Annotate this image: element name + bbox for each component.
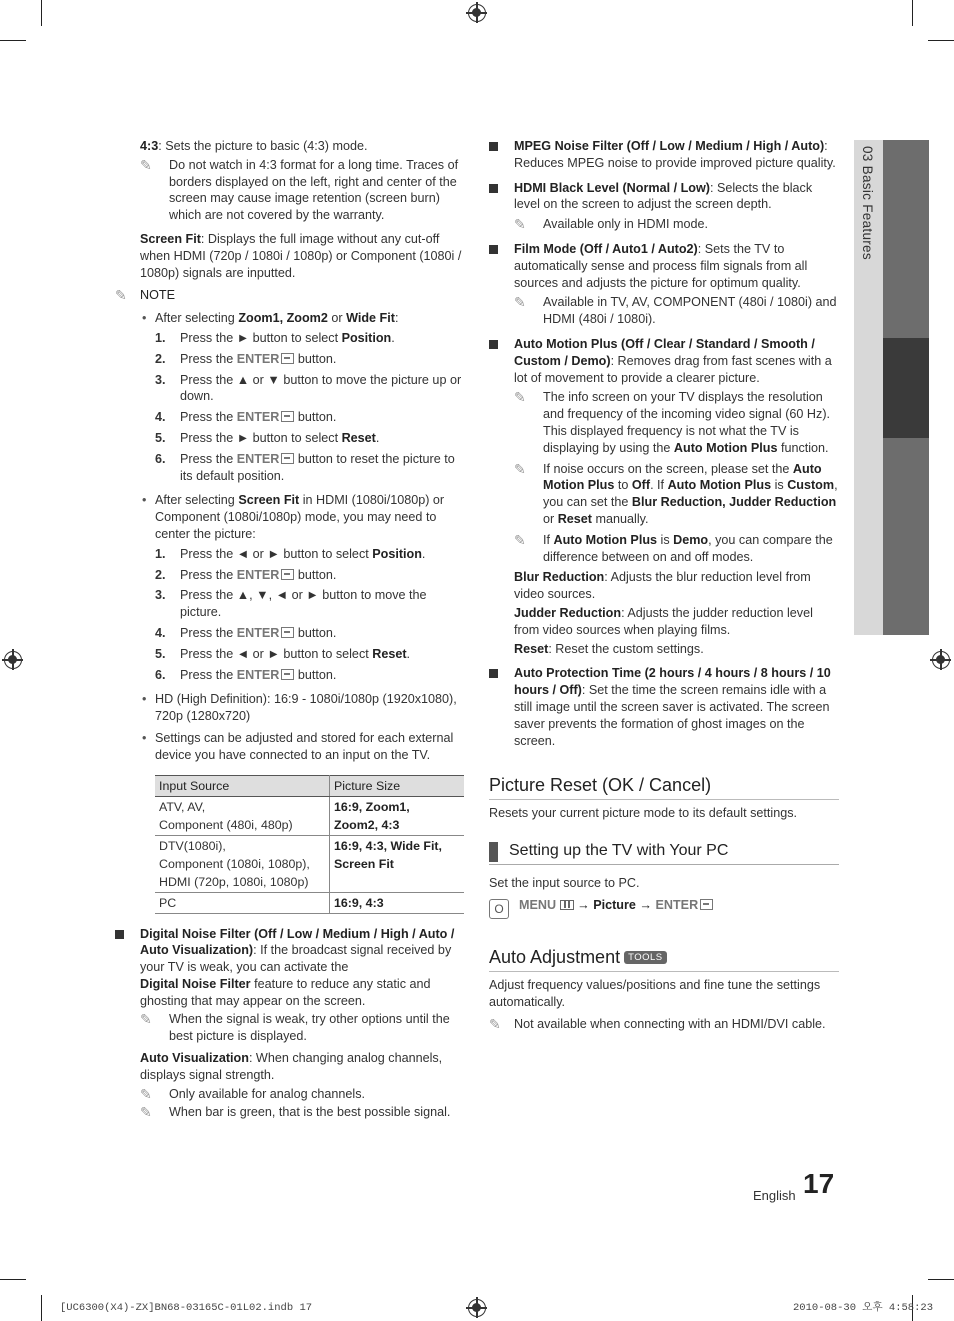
auto-visualization-note: ✎ When bar is green, that is the best possible signal.	[140, 1104, 451, 1121]
enter-icon	[281, 627, 294, 638]
table-header: Picture Size	[330, 775, 465, 796]
table-cell: 16:9, 4:3, Wide Fit, Screen Fit	[330, 835, 465, 892]
registration-mark-icon	[468, 4, 486, 22]
screen-fit-steps-list	[140, 546, 466, 684]
list-item: 6. Press the ENTER button to reset the picture to its default position.	[155, 451, 455, 483]
note-heading: ✎ NOTE	[115, 287, 175, 304]
mode-43-note: ✎ Do not watch in 4:3 format for a long time. Traces of borders displayed on the left, right and center of the screen may cause image retention (screen burn) which are not covered by the warranty.	[140, 156, 459, 223]
pencil-note-icon: ✎	[140, 156, 152, 173]
picture-reset-heading: Picture Reset (OK / Cancel)	[489, 773, 839, 800]
blur-reduction-paragraph: Blur Reduction: Adjusts the blur reduction level from video sources.	[514, 570, 811, 602]
table-row	[155, 892, 464, 913]
bullet-hd: • HD (High Definition): 16:9 - 1080i/1080p (1920x1080), 720p (1280x720)	[140, 691, 466, 725]
amp-note: ✎ The info screen on your TV displays the resolution and frequency of the incoming video signal (60 Hz). This displayed frequency is not what the TV is displaying by using the Auto Motion Plus function.	[514, 389, 831, 455]
bullet-settings: • Settings can be adjusted and stored for each external device you have connected to an input on the TV.	[140, 730, 466, 764]
square-bullet-icon	[489, 245, 498, 254]
page-language: English	[753, 1188, 796, 1203]
table-row	[155, 796, 464, 835]
pencil-note-icon: ✎	[514, 531, 526, 548]
enter-icon	[281, 569, 294, 580]
square-bullet-icon	[489, 340, 498, 349]
auto-motion-plus-item: Auto Motion Plus (Off / Clear / Standard / Smooth / Custom / Demo): Removes drag from fast scenes with a lot of movement to provide a clearer picture. ✎ The info screen on your TV displays the resolution and frequency of the incoming video signal (60 Hz). This displayed frequency is not what the TV is displaying by using the Auto Motion Plus function. ✎ If noise occurs on the screen, please set the Auto Motion Plus to Off. If Auto Motion Plus is Custom, you can set the Blur Reduction, Judder Reduction or Reset manually. ✎ If Auto Motion Plus is Demo, you can compare the difference between on and off modes. Blur Reduction: Adjusts the blur reduction level from video sources. Judder Reduction: Adjusts the judder reduction level from video sources when playing films. Reset: Reset the custom settings.	[489, 336, 841, 657]
table-header-row	[155, 775, 464, 796]
side-tab-label: 03 Basic Features	[859, 146, 875, 260]
square-bullet-icon	[489, 669, 498, 678]
pencil-note-icon: ✎	[115, 287, 127, 304]
pencil-note-icon: ✎	[140, 1085, 152, 1102]
digital-noise-note: ✎ When the signal is weak, try other options until the best picture is displayed.	[140, 1011, 450, 1044]
tools-badge: TOOLS	[624, 951, 667, 964]
crop-mark	[928, 40, 954, 41]
page-number: 17	[803, 1168, 835, 1199]
table-cell: 16:9, Zoom1, Zoom2, 4:3	[330, 796, 465, 835]
registration-mark-icon	[468, 1299, 486, 1317]
amp-note: ✎ If Auto Motion Plus is Demo, you can compare the difference between on and off modes.	[514, 531, 833, 564]
enter-icon	[281, 411, 294, 422]
right-column	[489, 138, 841, 1035]
auto-adjustment-text: Adjust frequency values/positions and fine tune the settings automatically.	[489, 977, 821, 1009]
amp-note: ✎ If noise occurs on the screen, please set the Auto Motion Plus to Off. If Auto Motion Plus is Custom, you can set the Blur Reduction, Judder Reduction or Reset manually.	[514, 460, 838, 526]
crop-mark	[928, 1279, 954, 1280]
list-item: 2. Press the ENTER button.	[155, 351, 337, 366]
list-item: 5. Press the ► button to select Reset.	[155, 430, 380, 445]
side-tab-block	[883, 438, 929, 635]
enter-icon	[281, 453, 294, 464]
hdmi-black-level-item: HDMI Black Level (Normal / Low): Selects the black level on the screen to adjust the screen depth. ✎ Available only in HDMI mode.	[489, 180, 841, 233]
judder-reduction-paragraph: Judder Reduction: Adjusts the judder reduction level from video sources when playing films.	[514, 605, 813, 637]
pencil-note-icon: ✎	[489, 1016, 501, 1033]
square-bullet-icon	[489, 142, 498, 151]
crop-mark	[912, 0, 913, 26]
screen-fit-paragraph: Screen Fit: Displays the full image without any cut-off when HDMI (720p / 1080i / 1080p) or Component (1080i / 1080p) signals are inputted.	[140, 231, 462, 280]
table-cell: 16:9, 4:3	[330, 892, 465, 913]
auto-protection-time-item: Auto Protection Time (2 hours / 4 hours / 8 hours / 10 hours / Off): Set the time the screen remains idle with a still image until the screen saver is activated. The screen saver prevents the formation of ghost images on the screen.	[489, 665, 841, 749]
footer-file-info: [UC6300(X4)-ZX]BN68-03165C-01L02.indb 17	[60, 1302, 313, 1314]
zoom-steps-list	[140, 330, 466, 484]
list-item: 2. Press the ENTER button.	[155, 567, 337, 582]
picture-reset-text: Resets your current picture mode to its default settings.	[489, 806, 797, 821]
list-item: 3. Press the ▲, ▼, ◄ or ► button to move the picture.	[155, 588, 427, 620]
table-row	[155, 835, 464, 892]
mpeg-noise-filter-item: MPEG Noise Filter (Off / Low / Medium / High / Auto): Reduces MPEG noise to provide improved picture quality.	[489, 138, 841, 172]
hdmi-note: ✎ Available only in HDMI mode.	[514, 216, 708, 233]
list-item: 1. Press the ◄ or ► button to select Position.	[155, 546, 426, 561]
pencil-note-icon: ✎	[140, 1104, 152, 1121]
footer-timestamp: 2010-08-30 오후 4:58:23	[793, 1302, 934, 1314]
bullet-screen-fit: • After selecting Screen Fit in HDMI (1080i/1080p) or Component (1080i/1080p) mode, you may need to center the picture:	[140, 492, 466, 542]
list-item: 4. Press the ENTER button.	[155, 625, 337, 640]
film-note: ✎ Available in TV, AV, COMPONENT (480i / 1080i) and HDMI (480i / 1080i).	[514, 294, 837, 327]
square-bullet-icon	[489, 184, 498, 193]
auto-visualization-paragraph: Auto Visualization: When changing analog channels, displays signal strength.	[140, 1051, 443, 1082]
crop-mark	[0, 40, 26, 41]
table-cell: DTV(1080i), Component (1080i, 1080p), HDMI (720p, 1080i, 1080p)	[155, 835, 330, 892]
crop-mark	[41, 0, 42, 26]
registration-mark-icon	[4, 651, 22, 669]
side-tab-active-block	[883, 338, 929, 438]
auto-adjustment-heading: Auto Adjustment TOOLS	[489, 945, 839, 972]
crop-mark	[41, 1295, 42, 1321]
table-cell: PC	[155, 892, 330, 913]
pencil-note-icon: ✎	[514, 460, 526, 477]
pc-setup-menu-path: O MENU → Picture → ENTER	[489, 897, 841, 919]
enter-icon	[281, 353, 294, 364]
pencil-note-icon: ✎	[140, 1011, 152, 1028]
auto-visualization-note: ✎ Only available for analog channels.	[140, 1085, 366, 1102]
registration-mark-icon	[932, 651, 950, 669]
side-tab-block	[883, 140, 929, 338]
picture-size-table	[155, 775, 464, 914]
crop-mark	[0, 1279, 26, 1280]
bullet-zoom: • After selecting Zoom1, Zoom2 or Wide Fit:	[140, 310, 466, 327]
hand-press-icon: O	[489, 899, 509, 919]
enter-icon	[281, 669, 294, 680]
list-item: 6. Press the ENTER button.	[155, 667, 337, 682]
pencil-note-icon: ✎	[514, 294, 526, 311]
table-header: Input Source	[155, 775, 330, 796]
enter-icon	[700, 899, 713, 910]
pencil-note-icon: ✎	[514, 216, 526, 233]
list-item: 3. Press the ▲ or ▼ button to move the picture up or down.	[155, 372, 462, 404]
reset-paragraph: Reset: Reset the custom settings.	[514, 641, 704, 656]
digital-noise-filter-item: Digital Noise Filter (Off / Low / Medium / High / Auto / Auto Visualization): If the broadcast signal received by your TV is weak, you can activate the Digital Noise Filter feature to reduce any static and ghosting that may appear on the screen.	[115, 926, 466, 1010]
left-column	[115, 138, 466, 1123]
menu-icon	[560, 900, 574, 910]
pencil-note-icon: ✎	[514, 389, 526, 406]
square-bullet-icon	[115, 930, 124, 939]
list-item: 4. Press the ENTER button.	[155, 410, 337, 425]
table-cell: ATV, AV, Component (480i, 480p)	[155, 796, 330, 835]
list-item: 5. Press the ◄ or ► button to select Reset.	[155, 646, 411, 661]
pc-setup-heading: Setting up the TV with Your PC	[489, 840, 839, 865]
film-mode-item: Film Mode (Off / Auto1 / Auto2): Sets the TV to automatically sense and process film signals from all sources and adjusts the picture for optimum quality. ✎ Available in TV, AV, COMPONENT (480i / 1080i) and HDMI (480i / 1080i).	[489, 241, 841, 328]
pc-setup-text: Set the input source to PC.	[489, 876, 640, 891]
mode-43-paragraph: 4:3: Sets the picture to basic (4:3) mode.	[140, 139, 368, 153]
auto-adjustment-note: ✎ Not available when connecting with an HDMI/DVI cable.	[489, 1016, 826, 1033]
list-item: 1. Press the ► button to select Position.	[155, 330, 395, 345]
